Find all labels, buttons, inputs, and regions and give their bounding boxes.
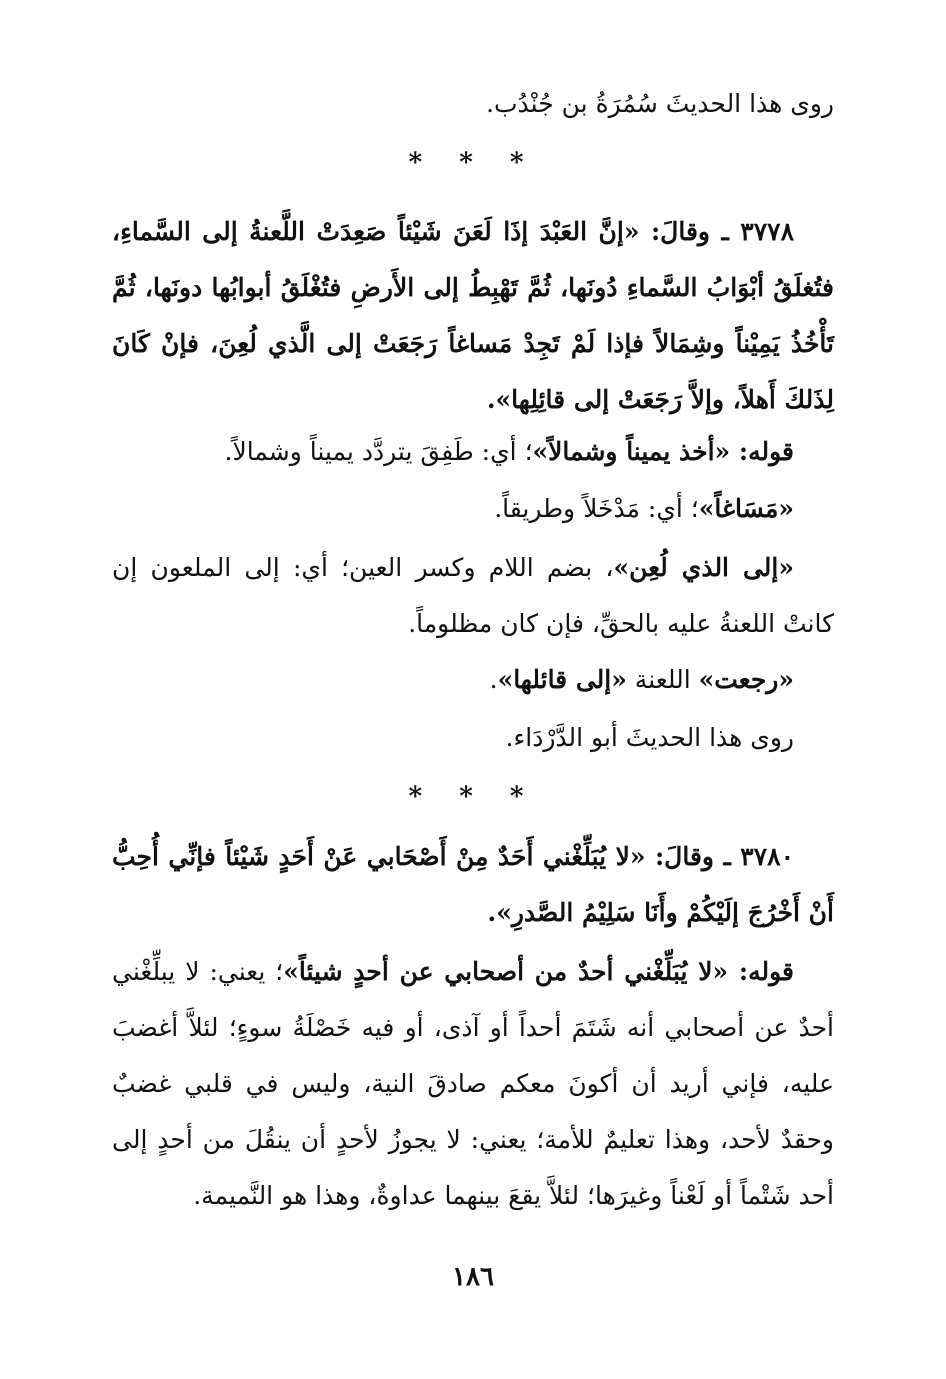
commentary-quote: «رجعت»	[698, 665, 794, 694]
section-divider-stars: * * *	[408, 148, 538, 178]
commentary-quote: «أخذ يميناً وشمالاً»	[532, 437, 731, 466]
commentary-5	[112, 944, 834, 1224]
commentary-text: ؛ أي: مَدْخَلاً وطريقاً.	[494, 494, 699, 523]
commentary-quote: «مَسَاغاً»	[698, 494, 794, 523]
hadith-3780	[112, 829, 834, 941]
hadith-said: وقالَ:	[639, 217, 710, 246]
narrator-line-1	[112, 76, 834, 132]
hadith-number: ٣٧٧٨ ـ	[709, 217, 794, 246]
commentary-text: .	[489, 665, 498, 694]
commentary-1	[112, 424, 834, 480]
commentary-text: ؛ يعني: لا يبلِّغْني أحدٌ عن أصحابي أنه شَتَمَ أحداً أو آذى، أو فيه خَصْلَةُ سوءٍ؛ لئلاَّ أغضبَ عليه، فإني أريد أن أكونَ معكم صادقَ النية، وليس في قلبي غضبٌ وحقدٌ لأحد، وهذا تعليمٌ للأمة؛ يعني: لا يجوزُ لأحدٍ أن ينقُلَ من أحدٍ إلى أحد شَتْماً أو لَعْناً وغيرَها؛ لئلاَّ يقعَ بينهما عداوةٌ، وهذا هو النَّميمة.	[112, 957, 834, 1210]
section-divider-stars: * * *	[408, 782, 538, 812]
commentary-text: ؛ أي: طَفِقَ يتردَّد يميناً وشمالاً.	[224, 437, 533, 466]
commentary-2	[112, 481, 834, 537]
commentary-quote: «إلى الذي لُعِن»	[613, 553, 794, 582]
page-number: ١٨٦	[452, 1262, 494, 1292]
commentary-lead: قوله:	[728, 957, 794, 986]
commentary-lead: قوله:	[730, 437, 794, 466]
narrator-text: روى هذا الحديثَ سُمُرَةُ بن جُنْدُب.	[486, 89, 834, 118]
commentary-text: اللعنة	[626, 665, 699, 694]
hadith-text: «إنَّ العَبْدَ إذَا لَعَنَ شَيْئاً صَعِدَتْ اللَّعنةُ إلى السَّماءِ، فتُغلَقُ أبْوَابُ السَّماءِ دُونَها، ثُمَّ تَهْبِطُ إلى الأَرضِ فتُغْلَقُ أبوابُها دونَها، ثُمَّ تَأْخُذُ يَمِيْناً وشِمَالاً فإذا لَمْ تَجِدْ مَساغاً رَجَعَتْ إلى الَّذي لُعِنَ، فإنْ كَانَ لِذَلكَ أَهلاً، وإلاَّ رَجَعَتْ إلى قائِلِها».	[112, 217, 834, 414]
commentary-3	[112, 540, 834, 652]
hadith-3778	[112, 204, 834, 428]
narrator-line-2	[112, 710, 834, 766]
commentary-text: ، بضم اللام وكسر العين؛ أي: إلى الملعون إن كانتْ اللعنةُ عليه بالحقِّ، فإن كان مظلوماً.	[112, 553, 834, 638]
hadith-number: ٣٧٨٠ ـ	[714, 842, 794, 871]
commentary-quote: «إلى قائلها»	[497, 665, 627, 694]
commentary-quote: «لا يُبَلِّغْني أحدٌ من أصحابي عن أحدٍ شيئاً»	[283, 957, 729, 986]
hadith-text: «لا يُبَلِّغْني أَحَدٌ مِنْ أَصْحَابي عَنْ أَحَدٍ شَيْئاً فإنِّي أُحِبُّ أَنْ أَخْرُجَ إلَيْكُمْ وأَنَا سَلِيْمُ الصَّدرِ».	[112, 842, 834, 927]
narrator-text: روى هذا الحديثَ أبو الدَّرْدَاء.	[505, 723, 794, 752]
commentary-4	[112, 652, 834, 708]
hadith-said: وقالَ:	[645, 842, 714, 871]
